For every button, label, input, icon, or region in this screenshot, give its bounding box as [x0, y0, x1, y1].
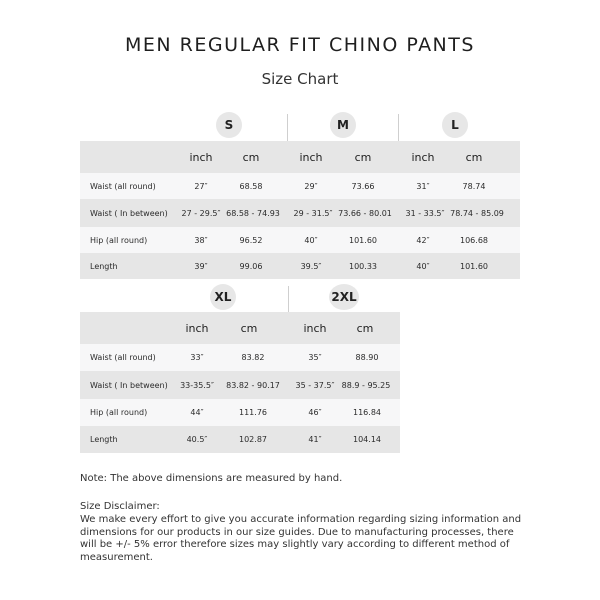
- value-cm: 99.06: [239, 261, 263, 271]
- value-cm: 83.82 - 90.17: [226, 380, 280, 390]
- size-badge-l: L: [442, 112, 468, 138]
- table-header-row: [80, 141, 520, 173]
- value-inch: 44″: [190, 408, 204, 417]
- value-cm: 101.60: [349, 235, 377, 245]
- measure-label: Waist (all round): [90, 181, 156, 191]
- measure-label: Waist (all round): [90, 353, 156, 362]
- measurement-note: Note: The above dimensions are measured by hand.: [80, 473, 343, 484]
- value-inch: 27″: [194, 181, 208, 191]
- table-row: [80, 399, 400, 426]
- value-cm: 88.90: [355, 353, 379, 362]
- value-cm: 106.68: [460, 235, 488, 245]
- value-inch: 35″: [308, 353, 322, 362]
- size-table-top: [80, 110, 520, 280]
- value-cm: 68.58: [239, 181, 263, 191]
- table-row: [80, 173, 520, 199]
- value-inch: 33-35.5″: [180, 380, 214, 390]
- value-inch: 40.5″: [186, 435, 208, 444]
- value-cm: 116.84: [353, 408, 381, 417]
- value-inch: 42″: [416, 235, 430, 245]
- value-inch: 27 - 29.5″: [181, 208, 221, 218]
- size-badge-s: S: [216, 112, 242, 138]
- disclaimer-body: We make every effort to give you accurate information regarding sizing information and dimensions for our products in our size guides. Due to manufacturing processes, there will be +/- 5% error therefore sizes may slightly vary according to different method of measurement.: [80, 514, 522, 563]
- column-header-cm: cm: [356, 321, 374, 335]
- value-cm: 88.9 - 95.25: [341, 380, 391, 390]
- value-cm: 73.66 - 80.01: [338, 208, 392, 218]
- column-header-cm: cm: [354, 150, 372, 164]
- column-header-inch: inch: [411, 150, 435, 164]
- value-inch: 38″: [194, 235, 208, 245]
- table-row: [80, 227, 520, 253]
- size-badge-m: M: [330, 112, 356, 138]
- value-inch: 40″: [304, 235, 318, 245]
- value-cm: 102.87: [239, 435, 267, 444]
- disclaimer-heading: Size Disclaimer:: [80, 501, 160, 512]
- measure-label: Waist ( In between): [90, 380, 168, 390]
- table-row: [80, 371, 400, 399]
- column-header-cm: cm: [465, 150, 483, 164]
- value-cm: 78.74 - 85.09: [450, 208, 504, 218]
- value-cm: 73.66: [351, 181, 375, 191]
- measure-label: Hip (all round): [90, 235, 148, 245]
- measure-label: Length: [90, 261, 118, 271]
- table-row: [80, 344, 400, 371]
- value-cm: 83.82: [241, 353, 265, 362]
- value-cm: 100.33: [349, 261, 377, 271]
- table-header-row: [80, 312, 400, 344]
- value-inch: 39.5″: [300, 261, 322, 271]
- size-badge-2xl: 2XL: [329, 284, 359, 310]
- size-badge-xl: XL: [210, 284, 236, 310]
- value-cm: 104.14: [353, 435, 381, 444]
- column-header-inch: inch: [189, 150, 213, 164]
- table-row: [80, 253, 520, 279]
- value-inch: 40″: [416, 261, 430, 271]
- value-cm: 96.52: [239, 235, 263, 245]
- value-inch: 29″: [304, 181, 318, 191]
- value-cm: 78.74: [462, 181, 486, 191]
- value-inch: 31 - 33.5″: [405, 208, 445, 218]
- column-header-inch: inch: [185, 321, 209, 335]
- column-header-cm: cm: [240, 321, 258, 335]
- value-inch: 33″: [190, 353, 204, 362]
- value-inch: 39″: [194, 261, 208, 271]
- page-subtitle: Size Chart: [261, 70, 339, 88]
- value-cm: 101.60: [460, 261, 488, 271]
- value-inch: 46″: [308, 408, 322, 417]
- value-inch: 35 - 37.5″: [295, 380, 335, 390]
- value-inch: 29 - 31.5″: [293, 208, 333, 218]
- value-inch: 41″: [308, 435, 322, 444]
- column-header-cm: cm: [242, 150, 260, 164]
- measure-label: Length: [90, 435, 118, 444]
- column-header-inch: inch: [303, 321, 327, 335]
- value-inch: 31″: [416, 181, 430, 191]
- measure-label: Hip (all round): [90, 408, 148, 417]
- value-cm: 111.76: [239, 408, 267, 417]
- page-title: MEN REGULAR FIT CHINO PANTS: [125, 34, 475, 56]
- table-row: [80, 199, 520, 227]
- table-row: [80, 426, 400, 453]
- measure-label: Waist ( In between): [90, 208, 168, 218]
- value-cm: 68.58 - 74.93: [226, 208, 280, 218]
- size-table-bottom: [80, 282, 400, 452]
- column-header-inch: inch: [299, 150, 323, 164]
